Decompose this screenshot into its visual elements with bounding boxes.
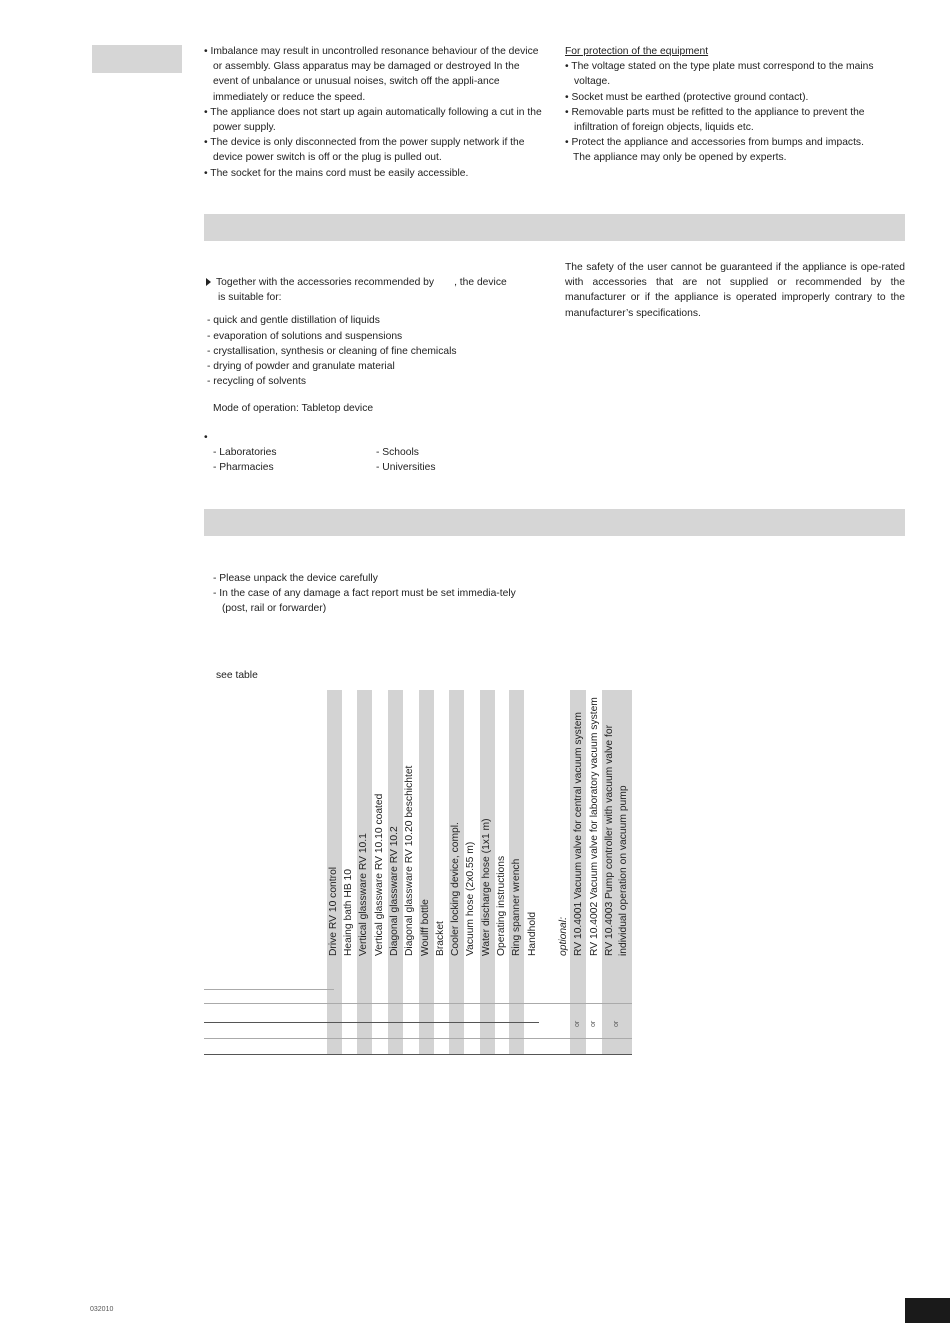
use-item: - recycling of solvents [207,376,307,388]
table-column-header: Vertical glassware RV 10.1 [358,833,369,956]
table-column-header: Bracket [435,921,446,956]
user-safety-note [565,260,905,321]
equipment-protection-heading: For protection of the equipment [565,46,709,57]
table-column-header: Vacuum hose (2x0.55 m) [465,841,476,956]
section-band-use [204,214,905,241]
protection-note: The appliance may only be opened by experts. [573,152,787,164]
table-column-header: Woulff bottle [420,899,431,956]
table-column-header: Diagonal glassware RV 10.2 [389,826,400,956]
safety-bullet: • Imbalance may result in uncontrolled resonance behaviour of the device or assembly. Glass apparatus may be damaged or destroyed In the event of unbalance or unusual noises, switch off the appli-ance immediately or reduce the speed. [204,46,539,103]
table-column-header: Cooler locking device, compl. [450,822,461,956]
section-tab [92,45,182,73]
areas-right [376,445,526,475]
use-item: - quick and gentle distillation of liquids [207,315,380,327]
safety-bullet: • The socket for the mains cord must be easily accessible. [204,167,469,179]
protection-bullet: • Socket must be earthed (protective ground contact). [565,91,809,103]
table-column-header: Drive RV 10 control [328,866,339,956]
user-safety-text: The safety of the user cannot be guaranteed if the appliance is ope-rated with accessories that are not supplied or recommended by the manufacturer or if the appliance is operated improperly contrary to the manufacturer’s specifications. [565,262,905,319]
table-column-header: Heaing bath HB 10 [343,868,354,956]
area-item: - Pharmacies [213,462,274,474]
table-column-header: Operating instructions [496,855,507,956]
equipment-protection [565,44,905,166]
use-item: - drying of powder and granulate material [207,361,395,373]
use-item: - evaporation of solutions and suspensions [207,330,403,342]
area-item: - Universities [376,462,436,474]
safety-notes-left [204,44,544,181]
table-column-header: Vertical glassware RV 10.10 coated [374,793,385,956]
unpacking-item: - Please unpack the device carefully [213,573,378,584]
section-band-unpacking [204,509,905,536]
table-column-header: Water discharge hose (1x1 m) [481,818,492,956]
areas-left [213,445,363,475]
protection-bullet: • Protect the appliance and accessories from bumps and impacts. [565,137,864,149]
mode-of-operation: Mode of operation: Tabletop device [213,403,374,415]
table-column-header: Handhold [527,911,538,956]
page-number-box [905,1298,950,1323]
area-item: - Schools [376,447,419,458]
table-rule [204,1022,539,1023]
use-intro: Together with the accessories recommended by , the device [206,275,546,290]
table-column-header: RV 10.4001 Vacuum valve for central vacuum system [573,712,584,956]
delivery-table [204,690,634,1056]
or-mark: or [590,1020,597,1027]
document-code: 032010 [90,1306,114,1313]
safety-bullet: • The device is only disconnected from the power supply network if the device power switch is off or the plug is pulled out. [204,137,525,164]
table-rule [204,989,334,990]
protection-bullet: • Removable parts must be refitted to the appliance to prevent the infiltration of foreign objects, liquids etc. [565,106,865,134]
table-rule [204,1038,632,1039]
table-column-shade [419,690,434,1055]
table-column-header: RV 10.4002 Vacuum valve for laboratory vacuum system [589,697,600,956]
safety-bullet: • The appliance does not start up again automatically following a cut in the power supply. [204,106,542,134]
table-rule [204,1054,632,1055]
use-intro-cont: is suitable for: [218,292,282,304]
triangle-bullet-icon [206,278,211,286]
use-item: - crystallisation, synthesis or cleaning of fine chemicals [207,345,457,357]
areas-bullet: • [204,432,208,443]
see-table: see table [216,670,258,681]
table-column-header: Diagonal glassware RV 10.20 beschichtet [404,765,415,956]
unpacking-item: - In the case of any damage a fact report must be set immedia-tely (post, rail or forwarder) [213,588,516,615]
protection-bullet: • The voltage stated on the type plate must correspond to the mains voltage. [565,61,874,88]
table-column-header: Ring spanner wrench [511,858,522,956]
or-mark: or [574,1020,581,1027]
unpacking [213,571,543,617]
intended-use [206,275,546,417]
table-column-header: RV 10.4003 Pump controller with vacuum valve for [604,724,615,956]
table-rule [204,1003,632,1004]
table-column-header: individual operation on vacuum pump [618,785,629,956]
area-item: - Laboratories [213,447,277,458]
table-optional-label: optional: [558,917,569,956]
or-mark: or [613,1020,620,1027]
